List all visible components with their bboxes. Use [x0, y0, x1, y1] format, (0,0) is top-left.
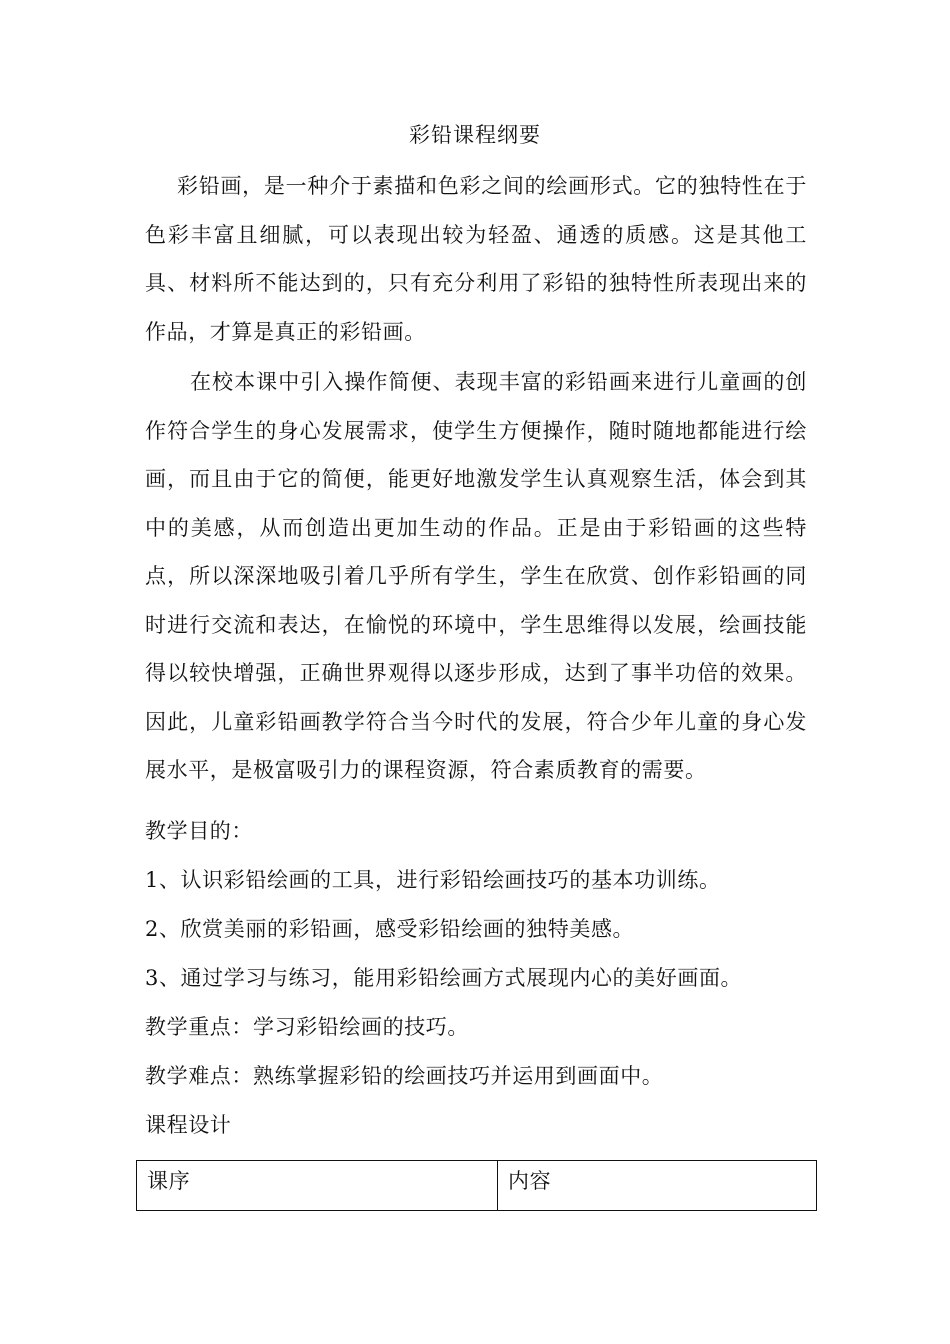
- goal-item-3: 3、通过学习与练习，能用彩铅绘画方式展现内心的美好画面。: [145, 966, 743, 990]
- page-title: 彩铅课程纲要: [409, 123, 541, 147]
- intro-paragraph: 彩铅画，是一种介于素描和色彩之间的绘画形式。它的独特性在于色彩丰富且细腻，可以表现出较为轻盈、通透的质感。这是其他工具、材料所不能达到的，只有充分利用了彩铅的独特性所表现出来的作品，才算是真正的彩铅画。: [145, 174, 807, 344]
- goal-item-1: 1、认识彩铅绘画的工具，进行彩铅绘画技巧的基本功训练。: [145, 868, 721, 892]
- difficulty-point: 教学难点：熟练掌握彩铅的绘画技巧并运用到画面中。: [145, 1064, 664, 1088]
- goal-item-2: 2、欣赏美丽的彩铅画，感受彩铅绘画的独特美感。: [145, 917, 635, 941]
- design-heading: 课程设计: [145, 1113, 232, 1137]
- table-header-content: 内容: [498, 1161, 817, 1211]
- goals-heading: 教学目的：: [145, 819, 253, 843]
- course-design-table: [136, 1160, 817, 1211]
- key-point: 教学重点：学习彩铅绘画的技巧。: [145, 1015, 469, 1039]
- table-header-lesson: 课序: [137, 1161, 498, 1211]
- rationale-paragraph: 在校本课中引入操作简便、表现丰富的彩铅画来进行儿童画的创作符合学生的身心发展需求，使学生方便操作，随时随地都能进行绘画，而且由于它的简便，能更好地激发学生认真观察生活，体会到其中的美感，从而创造出更加生动的作品。正是由于彩铅画的这些特点，所以深深地吸引着几乎所有学生，学生在欣赏、创作彩铅画的同时进行交流和表达，在愉悦的环境中，学生思维得以发展，绘画技能得以较快增强，正确世界观得以逐步形成，达到了事半功倍的效果。因此，儿童彩铅画教学符合当今时代的发展，符合少年儿童的身心发展水平，是极富吸引力的课程资源，符合素质教育的需要。: [145, 370, 807, 782]
- table-header-row: [137, 1161, 817, 1211]
